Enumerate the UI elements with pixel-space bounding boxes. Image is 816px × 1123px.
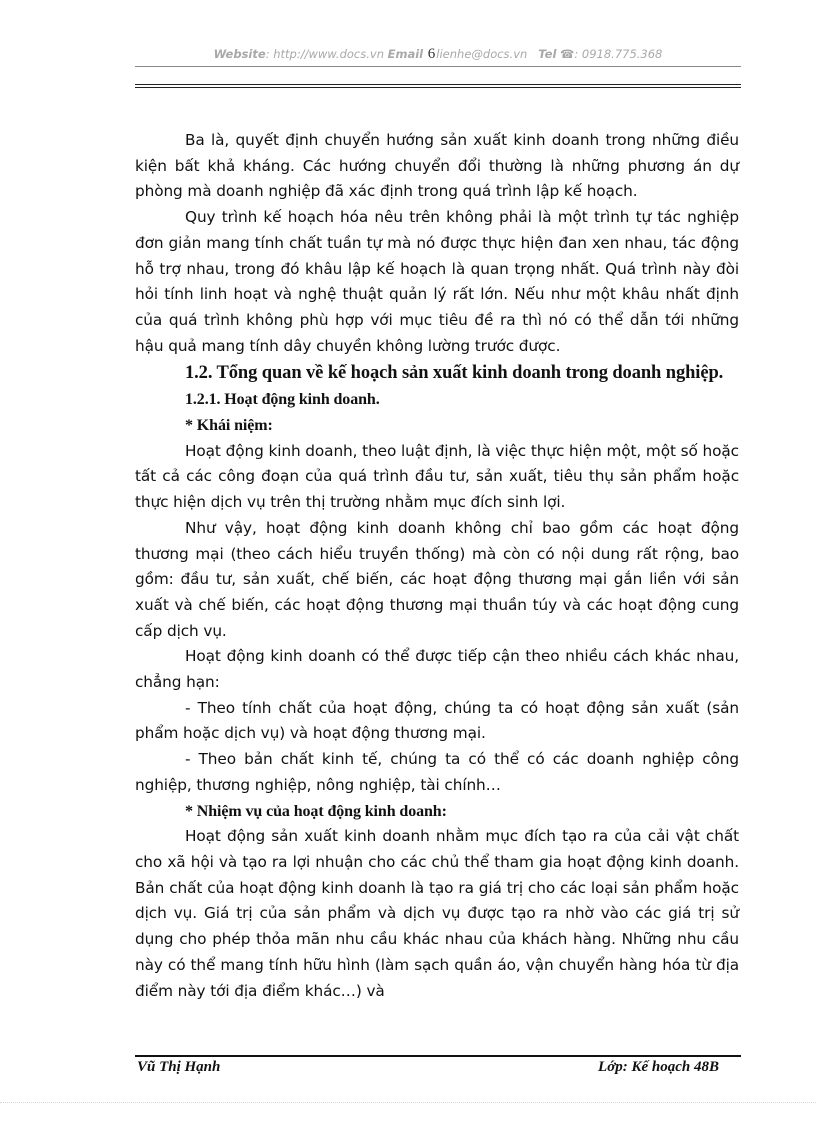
paragraph-6: - Theo tính chất của hoạt động, chúng ta có hoạt động sản xuất (sản phẩm hoặc dịch vụ) và hoạt động thương mại. — [135, 698, 739, 743]
paragraph-7: - Theo bản chất kinh tế, chúng ta có thể có các doanh nghiệp công nghiệp, thương nghiệp, nông nghiệp, tài chính… — [135, 750, 739, 794]
paragraph-5: Hoạt động kinh doanh có thể được tiếp cận theo nhiều cách khác nhau, chẳng hạn: — [135, 647, 739, 692]
paragraph-3: Hoạt động kinh doanh, theo luật định, là việc thực hiện một, một số hoặc tất cả các công đoạn của quá trình đầu tư, sản xuất, tiêu thụ sản phẩm hoặc thực hiện dịch vụ trên thị trường nhằm mục đích sinh lợi. — [135, 441, 739, 512]
tasks-heading: * Nhiệm vụ của hoạt động kinh doanh: — [185, 802, 447, 820]
footer-rule — [135, 1055, 741, 1057]
paragraph-8: Hoạt động sản xuất kinh doanh nhằm mục đích tạo ra của cải vật chất cho xã hội và tạo ra lợi nhuận cho các chủ thể tham gia hoạt động kinh doanh. Bản chất của hoạt động kinh doanh là tạo ra giá trị cho các loại sản phẩm hoặc dịch vụ. Giá trị của sản phẩm và dịch vụ được tạo ra nhờ vào các giá trị sử dụng cho phép thỏa mãn nhu cầu khác nhau của khách hàng. Những nhu cầu này có thể mang tính hữu hình (làm sạch quần áo, vận chuyển hàng hóa từ địa điểm này tới địa điểm khác…) và — [135, 827, 739, 1000]
website-value: : http://www.docs.vn — [265, 47, 384, 61]
concept-heading: * Khái niệm: — [185, 417, 273, 435]
page-edge — [0, 1102, 816, 1123]
subsection-heading-1-2-1: 1.2.1. Hoạt động kinh doanh. — [185, 391, 380, 409]
paragraph-1: Ba là, quyết định chuyển hướng sản xuất kinh doanh trong những điều kiện bất khả kháng. Các hướng chuyển đổi thường là những phương án dự phòng mà doanh nghiệp đã xác định trong quá trình lập kế hoạch. — [135, 131, 739, 201]
class-label: Lớp: Kế hoạch 48B — [598, 1059, 719, 1075]
paragraph-4: Như vậy, hoạt động kinh doanh không chỉ bao gồm các hoạt động thương mại (theo cách hiểu truyền thống) mà còn có nội dung rất rộng, bao gồm: đầu tư, sản xuất, chế biến, các hoạt động thương mại gắn liền với sản xuất và chế biến, các hoạt động thương mại thuần túy và các hoạt động cung cấp dịch vụ. — [135, 518, 739, 640]
email-label: Email — [387, 47, 424, 61]
page-header — [135, 46, 741, 63]
author-name: Vũ Thị Hạnh — [137, 1059, 221, 1075]
website-label: Website — [213, 47, 266, 61]
page-number: 6 — [427, 46, 436, 62]
section-heading-1-2: 1.2. Tổng quan về kế hoạch sản xuất kinh doanh trong doanh nghiệp. — [185, 363, 724, 384]
tel-label: Tel — [538, 47, 557, 61]
tel-value: ☎: 0918.775.368 — [560, 47, 663, 61]
header-rule-double — [135, 84, 741, 88]
document-body — [135, 128, 739, 1004]
paragraph-2: Quy trình kế hoạch hóa nêu trên không phải là một trình tự tác nghiệp đơn giản mang tính chất tuần tự mà nó được thực hiện đan xen nhau, tác động hỗ trợ nhau, trong đó khâu lập kế hoạch là quan trọng nhất. Quá trình này đòi hỏi tính linh hoạt và nghệ thuật quản lý rất lớn. Nếu như một khâu nhất định của quá trình không phù hợp với mục tiêu đề ra thì nó có thể dẫn tới những hậu quả mang tính dây chuyền không lường trước được. — [135, 208, 739, 355]
header-rule-thin — [135, 66, 741, 67]
email-value: lienhe@docs.vn — [436, 47, 528, 61]
